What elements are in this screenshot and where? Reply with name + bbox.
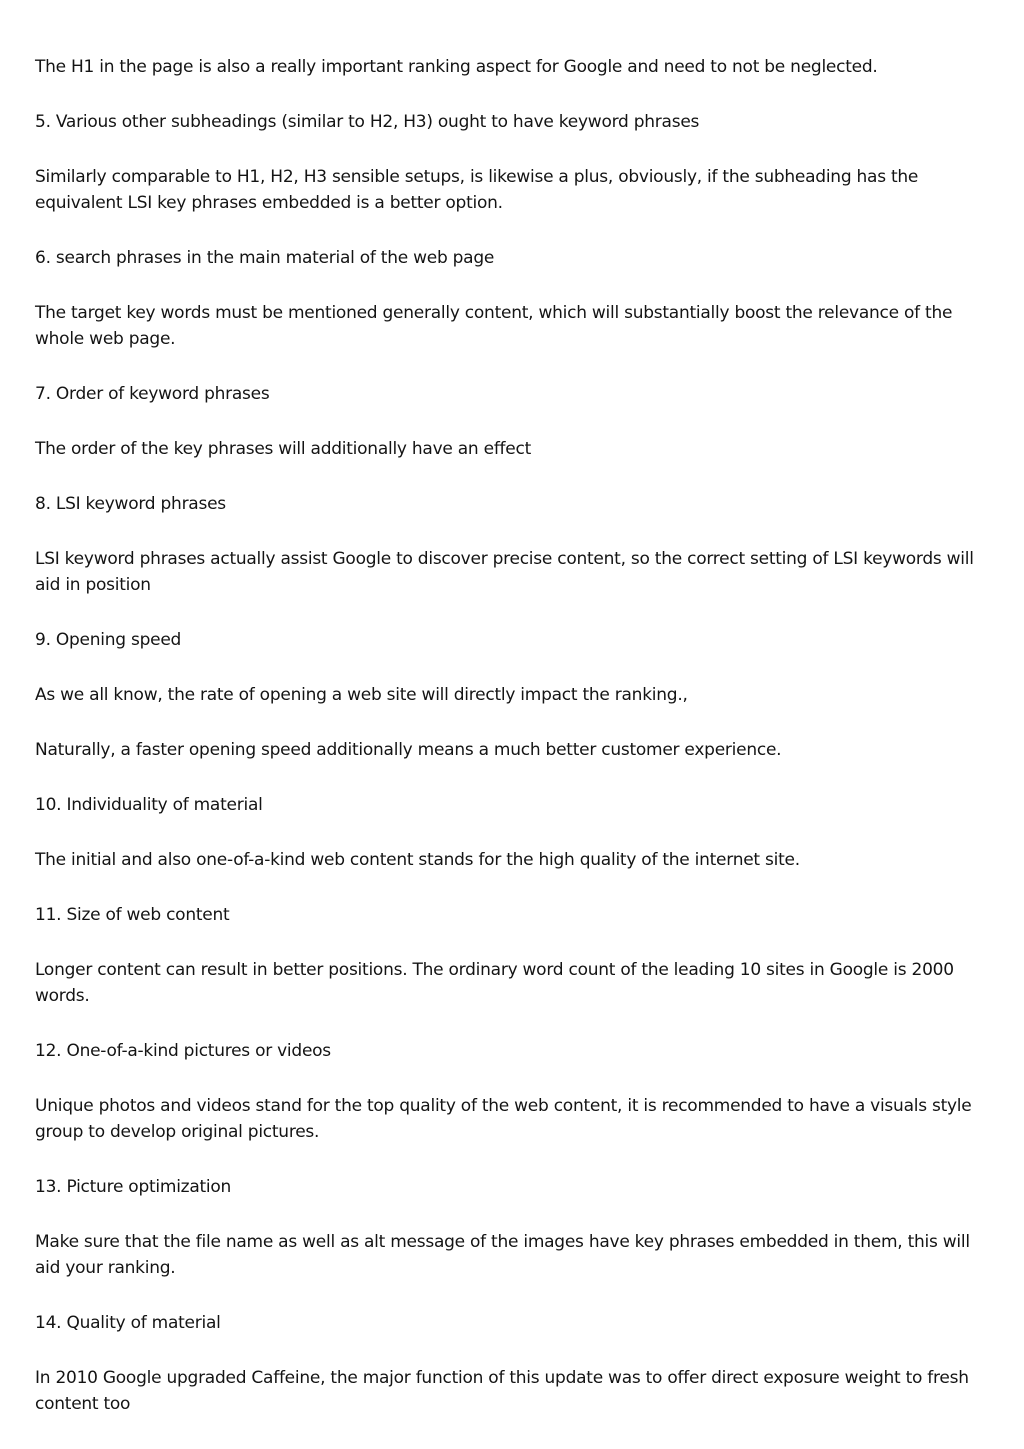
- item-heading-14-quality: 14. Quality of material: [35, 1313, 221, 1333]
- paragraph-pictures-videos: Unique photos and videos stand for the top quality of the web content, it is recommended to have a visuals style group to develop original pictures.: [35, 1096, 972, 1142]
- paragraph-subheadings: Similarly comparable to H1, H2, H3 sensible setups, is likewise a plus, obviously, if the subheading has the equivalent LSI key phrases embedded is a better option.: [35, 167, 919, 213]
- item-heading-11-size: 11. Size of web content: [35, 905, 230, 925]
- item-heading-6-main-material: 6. search phrases in the main material of the web page: [35, 248, 495, 268]
- item-heading-13-picture-optimization: 13. Picture optimization: [35, 1177, 232, 1197]
- item-heading-7-order: 7. Order of keyword phrases: [35, 384, 270, 404]
- paragraph-opening-speed-1: As we all know, the rate of opening a web site will directly impact the ranking.,: [35, 685, 688, 705]
- paragraph-h1-importance: The H1 in the page is also a really important ranking aspect for Google and need to not be neglected.: [35, 57, 878, 77]
- paragraph-quality: In 2010 Google upgraded Caffeine, the major function of this update was to offer direct exposure weight to fresh content too: [35, 1368, 969, 1414]
- paragraph-size: Longer content can result in better positions. The ordinary word count of the leading 10 sites in Google is 2000 words.: [35, 960, 954, 1006]
- item-heading-12-pictures-videos: 12. One-of-a-kind pictures or videos: [35, 1041, 331, 1061]
- paragraph-picture-optimization: Make sure that the file name as well as alt message of the images have key phrases embedded in them, this will aid your ranking.: [35, 1232, 970, 1278]
- paragraph-main-material: The target key words must be mentioned generally content, which will substantially boost the relevance of the whole web page.: [35, 303, 953, 349]
- paragraph-opening-speed-2: Naturally, a faster opening speed additionally means a much better customer experience.: [35, 740, 782, 760]
- item-heading-9-opening-speed: 9. Opening speed: [35, 630, 182, 650]
- item-heading-5-subheadings: 5. Various other subheadings (similar to H2, H3) ought to have keyword phrases: [35, 112, 700, 132]
- paragraph-lsi: LSI keyword phrases actually assist Google to discover precise content, so the correct setting of LSI keywords will aid in position: [35, 549, 974, 595]
- paragraph-individuality: The initial and also one-of-a-kind web content stands for the high quality of the internet site.: [35, 850, 800, 870]
- item-heading-8-lsi: 8. LSI keyword phrases: [35, 494, 226, 514]
- paragraph-order: The order of the key phrases will additionally have an effect: [35, 439, 532, 459]
- document-page: [35, 54, 985, 1417]
- item-heading-10-individuality: 10. Individuality of material: [35, 795, 263, 815]
